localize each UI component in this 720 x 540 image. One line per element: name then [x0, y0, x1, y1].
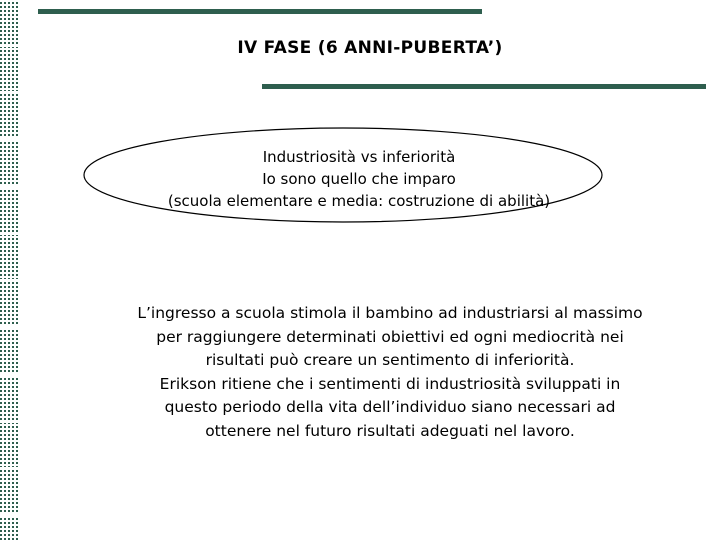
body-line: Erikson ritiene che i sentimenti di industriosità sviluppati in [159, 374, 621, 393]
title-underline-bar [262, 84, 706, 89]
body-line: risultati può creare un sentimento di inferiorità. [205, 351, 575, 369]
body-line: per raggiungere determinati obiettivi ed ogni mediocrità nei [156, 327, 624, 346]
body-paragraph [90, 302, 690, 443]
ellipse-callout [82, 126, 604, 224]
body-line: L’ingresso a scuola stimola il bambino ad industriarsi al massimo [137, 304, 643, 322]
ellipse-line: Industriosità vs inferiorità [262, 148, 456, 166]
left-stripe-decoration [0, 0, 18, 540]
ellipse-line: Io sono quello che imparo [262, 170, 456, 188]
slide-title: IV FASE (6 ANNI-PUBERTA’) [237, 38, 503, 58]
body-line: ottenere nel futuro risultati adeguati nel lavoro. [205, 421, 575, 440]
body-line: questo periodo della vita dell’individuo siano necessari ad [164, 398, 616, 416]
top-accent-bar [38, 9, 482, 14]
ellipse-line: (scuola elementare e media: costruzione di abilità) [167, 192, 551, 210]
ellipse-text [94, 146, 624, 212]
